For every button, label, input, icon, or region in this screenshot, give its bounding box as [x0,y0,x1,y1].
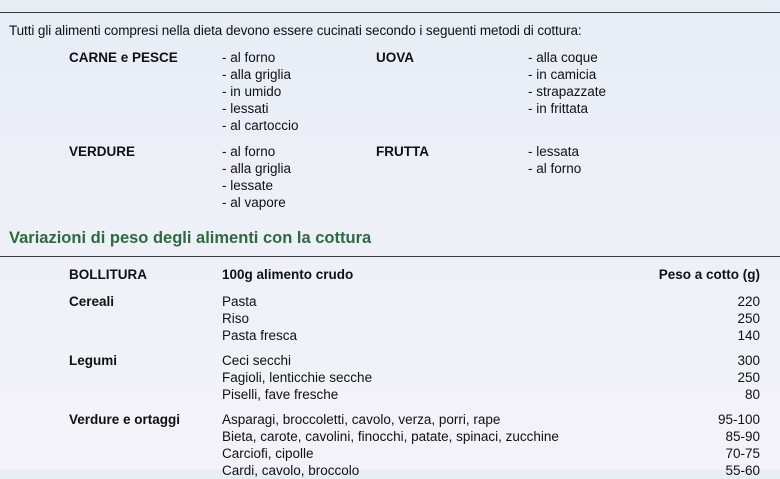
method-item: - al forno [222,50,276,65]
cooking-category-frutta: FRUTTA [376,144,429,159]
table-row-weight: 140 [737,328,760,343]
method-item: - in umido [222,84,282,99]
intro-text: Tutti gli alimenti compresi nella dieta devono essere cucinati secondo i seguenti metodi di cottura: [9,23,582,38]
section-title: Variazioni di peso degli alimenti con la cottura [9,229,372,247]
cooking-category-verdure: VERDURE [69,144,136,159]
table-row-food: Bieta, carote, cavolini, finocchi, patate, spinaci, zucchine [222,429,559,444]
table-category-legumi: Legumi [69,353,118,368]
method-item: - alla coque [528,50,598,65]
table-row-weight: 250 [737,311,760,326]
cooking-methods-uova [528,49,606,117]
cooking-methods-verdure [222,143,291,211]
table-row-weight: 70-75 [725,446,760,461]
table-row-food: Pasta [222,294,257,309]
method-item: - lessata [528,144,580,159]
method-item: - lessate [222,178,274,193]
table-category-cereali: Cereali [69,294,115,309]
table-row-weight: 80 [744,387,760,402]
method-item: - al forno [222,144,276,159]
table-row-weight: 300 [737,353,760,368]
method-item: - in frittata [528,101,589,116]
table-category-verdure-ortaggi: Verdure e ortaggi [69,412,181,427]
method-item: - alla griglia [222,67,292,82]
table-row-weight: 85-90 [725,429,760,444]
header-method: BOLLITURA [69,267,147,282]
method-item: - al forno [528,161,582,176]
table-row-weight: 250 [737,370,760,385]
table-row-food: Pasta fresca [222,328,298,343]
table-row-weight: 220 [737,294,760,309]
table-rule [0,256,780,257]
method-item: - in camicia [528,67,597,82]
cooking-category-uova: UOVA [376,50,415,65]
table-row-food: Riso [222,311,250,326]
cooking-methods-frutta [528,143,581,177]
table-row-weight: 55-60 [725,463,760,478]
table-row-food: Fagioli, lenticchie secche [222,370,373,385]
method-item: - al cartoccio [222,118,299,133]
header-cooked: Peso a cotto (g) [658,267,760,282]
table-row-food: Ceci secchi [222,353,292,368]
table-row-food: Asparagi, broccoletti, cavolo, verza, porri, rape [222,412,501,427]
method-item: - al vapore [222,195,286,210]
cooking-methods-carne-pesce [222,49,299,134]
table-row-food: Piselli, fave fresche [222,387,339,402]
header-raw: 100g alimento crudo [222,267,354,282]
method-item: - alla griglia [222,161,292,176]
table-row-food: Cardi, cavolo, broccolo [222,463,360,478]
top-rule [0,12,780,13]
cooking-category-carne-pesce: CARNE e PESCE [69,50,178,65]
method-item: - strapazzate [528,84,607,99]
table-row-weight: 95-100 [717,412,760,427]
method-item: - lessati [222,101,269,116]
table-row-food: Carciofi, cipolle [222,446,314,461]
